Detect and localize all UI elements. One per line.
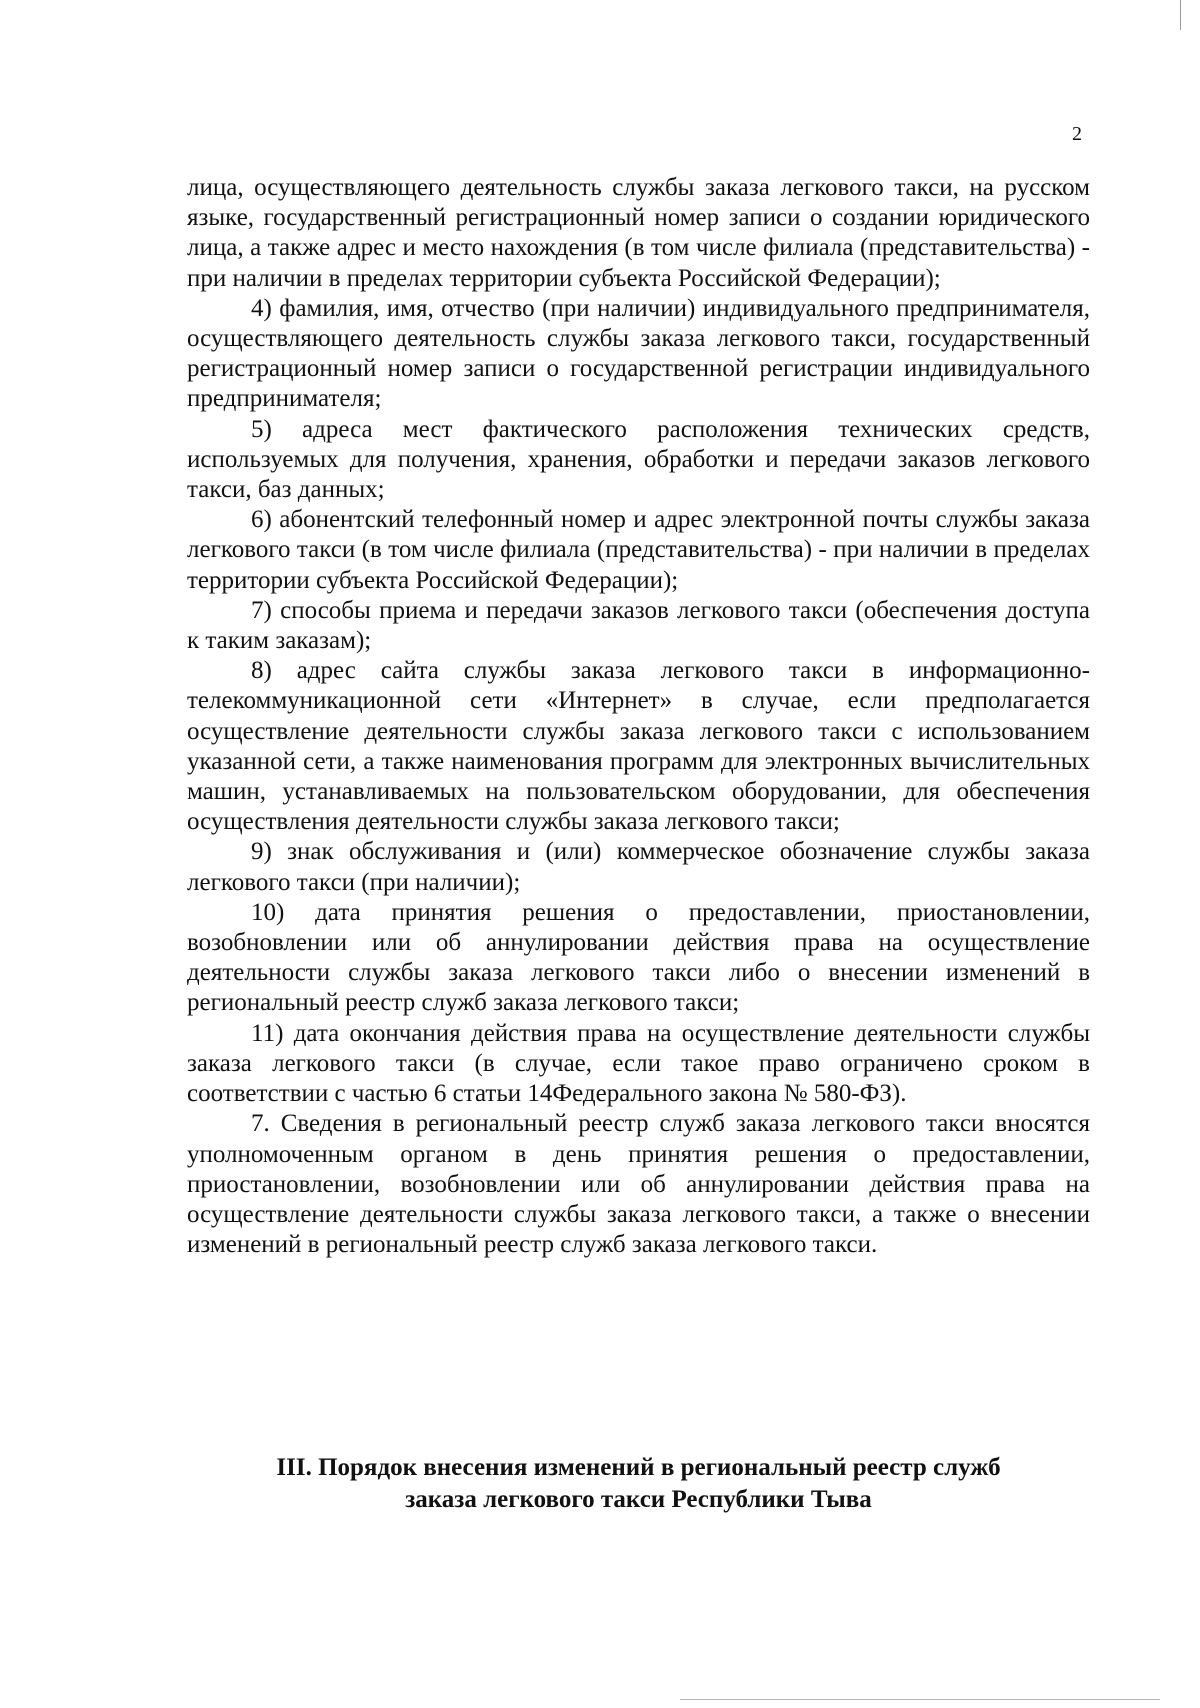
paragraph: 9) знак обслуживания и (или) коммерческое обозначение службы заказа легкового такси (при наличии); xyxy=(187,838,1090,896)
section-heading-line: заказа легкового такси Республики Тыва xyxy=(405,1486,872,1513)
paragraph: 8) адрес сайта службы заказа легкового такси в информационно-телекоммуникационной сети «Интернет» в случае, если предполагается осуществление деятельности службы заказа легкового такси с использованием указанной сети, а также наименования программ для электронных вычислительных машин, устанавливаемых на пользовательском оборудовании, для обеспечения осуществления деятельности службы заказа легкового такси; xyxy=(187,657,1090,836)
paragraph: 4) фамилия, имя, отчество (при наличии) индивидуального предпринимателя, осуществляющего деятельность службы заказа легкового такси, государственный регистрационный номер записи о государственной регистрации индивидуального предпринимателя; xyxy=(187,294,1090,413)
paragraph: лица, осуществляющего деятельность службы заказа легкового такси, на русском языке, государственный регистрационный номер записи о создании юридического лица, а также адрес и место нахождения (в том числе филиала (представительства) - при наличии в пределах территории субъекта Российской Федерации); xyxy=(187,174,1090,292)
page-number: 2 xyxy=(1072,123,1082,145)
paragraph: 10) дата принятия решения о предоставлении, приостановлении, возобновлении или об аннулировании действия права на осуществление деятельности службы заказа легкового такси либо о внесении изменений в региональный реестр служб заказа легкового такси; xyxy=(187,898,1090,1017)
paragraph: 7) способы приема и передачи заказов легкового такси (обеспечения доступа к таким заказам); xyxy=(187,596,1090,655)
section-heading xyxy=(187,1452,1090,1516)
paragraph: 6) абонентский телефонный номер и адрес электронной почты службы заказа легкового такси (в том числе филиала (представительства) - при наличии в пределах территории субъекта Российской Федерации); xyxy=(187,506,1090,594)
paragraph: 7. Сведения в региональный реестр служб заказа легкового такси вносятся уполномоченным органом в день принятия решения о предоставлении, приостановлении, возобновлении или об аннулировании действия права на осуществление деятельности службы заказа легкового такси, а также о внесении изменений в региональный реестр служб заказа легкового такси. xyxy=(187,1110,1090,1259)
section-heading-line: III. Порядок внесения изменений в региональный реестр служб xyxy=(276,1454,1001,1481)
scan-edge-mark xyxy=(680,1699,1160,1700)
paragraph: 5) адреса мест фактического расположения технических средств, используемых для получения, хранения, обработки и передачи заказов легкового такси, баз данных; xyxy=(187,415,1090,504)
paragraph: 11) дата окончания действия права на осуществление деятельности службы заказа легкового такси (в случае, если такое право ограничено сроком в соответствии с частью 6 статьи 14Федерального закона № 580-ФЗ). xyxy=(187,1019,1090,1108)
scan-edge-mark xyxy=(1180,0,1181,30)
document-body xyxy=(187,173,1090,1260)
